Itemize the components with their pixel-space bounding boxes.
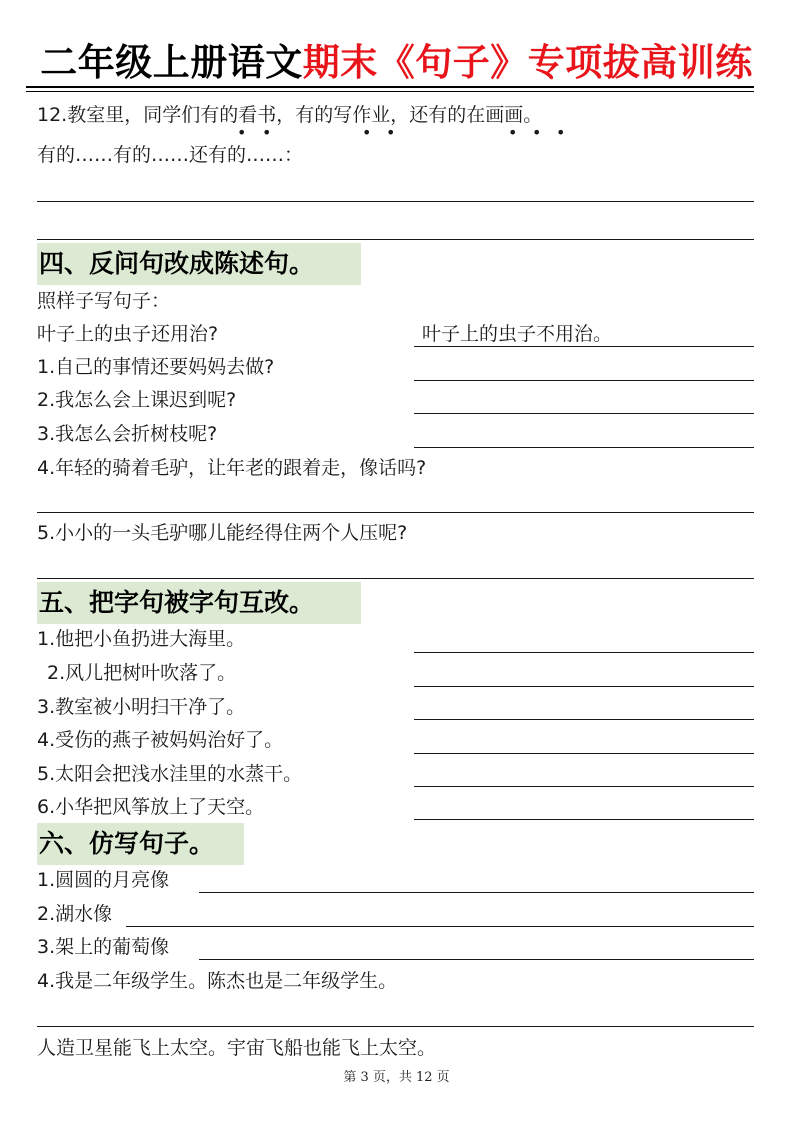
s5-item: 2.风儿把树叶吹落了。 [47, 662, 237, 684]
answer-line[interactable] [414, 686, 754, 687]
answer-line[interactable] [414, 447, 754, 448]
example-question: 叶子上的虫子还用治? [37, 323, 219, 345]
answer-line[interactable] [414, 652, 754, 653]
s4-item: 4.年轻的骑着毛驴，让年老的跟着走，像话吗? [37, 457, 427, 479]
answer-line[interactable] [37, 201, 754, 202]
s6-item: 4.我是二年级学生。陈杰也是二年级学生。 [37, 970, 398, 992]
emphasis-dot: • [556, 123, 566, 142]
emphasis-dot: • [262, 123, 272, 142]
emphasis-dot: • [532, 123, 542, 142]
page-title [0, 38, 793, 88]
answer-line[interactable] [199, 959, 754, 960]
s5-item: 6.小华把风筝放上了天空。 [37, 796, 265, 818]
answer-line[interactable] [414, 753, 754, 754]
s4-item: 5.小小的一头毛驴哪儿能经得住两个人压呢? [37, 522, 408, 544]
example-answer-line [414, 346, 754, 347]
answer-line[interactable] [37, 239, 754, 240]
emphasis-dot: • [362, 123, 372, 142]
s4-item: 3.我怎么会折树枝呢? [37, 423, 218, 445]
q12-sentence: 12.教室里，同学们有的看书，有的写作业，还有的在画画。 [37, 104, 543, 126]
section-heading-5: 五、把字句被字句互改。 [37, 582, 361, 624]
s4-item: 1.自己的事情还要妈妈去做? [37, 356, 275, 378]
instruction: 照样子写句子： [37, 290, 171, 312]
answer-line[interactable] [37, 578, 754, 579]
s6-item: 人造卫星能飞上太空。宇宙飞船也能飞上太空。 [37, 1037, 437, 1059]
title-grade: 二年级上册语文 [40, 41, 303, 84]
section-heading-4: 四、反问句改成陈述句。 [37, 243, 361, 285]
emphasis-dot: • [237, 123, 247, 142]
example-answer: 叶子上的虫子不用治。 [422, 323, 613, 345]
s5-item: 1.他把小鱼扔进大海里。 [37, 628, 246, 650]
section-heading-6: 六、仿写句子。 [37, 823, 244, 865]
title-underline [26, 86, 754, 88]
title-underline-thin [26, 91, 754, 92]
q12-pattern: 有的……有的……还有的……： [37, 144, 304, 166]
answer-line[interactable] [37, 512, 754, 513]
answer-line[interactable] [414, 719, 754, 720]
answer-line[interactable] [37, 1026, 754, 1027]
title-topic: 期末《句子》专项拔高训练 [302, 41, 753, 84]
answer-line[interactable] [414, 413, 754, 414]
s5-item: 3.教室被小明扫干净了。 [37, 696, 246, 718]
s4-item: 2.我怎么会上课迟到呢? [37, 389, 237, 411]
answer-line[interactable] [414, 819, 754, 820]
answer-line[interactable] [126, 926, 754, 927]
s6-item: 3.架上的葡萄像 [37, 936, 170, 958]
answer-line[interactable] [199, 892, 754, 893]
answer-line[interactable] [414, 786, 754, 787]
answer-line[interactable] [414, 380, 754, 381]
s5-item: 5.太阳会把浅水洼里的水蒸干。 [37, 763, 303, 785]
emphasis-dot: • [386, 123, 396, 142]
s5-item: 4.受伤的燕子被妈妈治好了。 [37, 729, 284, 751]
emphasis-dot: • [508, 123, 518, 142]
s6-item: 2.湖水像 [37, 903, 113, 925]
page-number: 第 3 页，共 12 页 [343, 1070, 450, 1085]
s6-item: 1.圆圆的月亮像 [37, 869, 170, 891]
